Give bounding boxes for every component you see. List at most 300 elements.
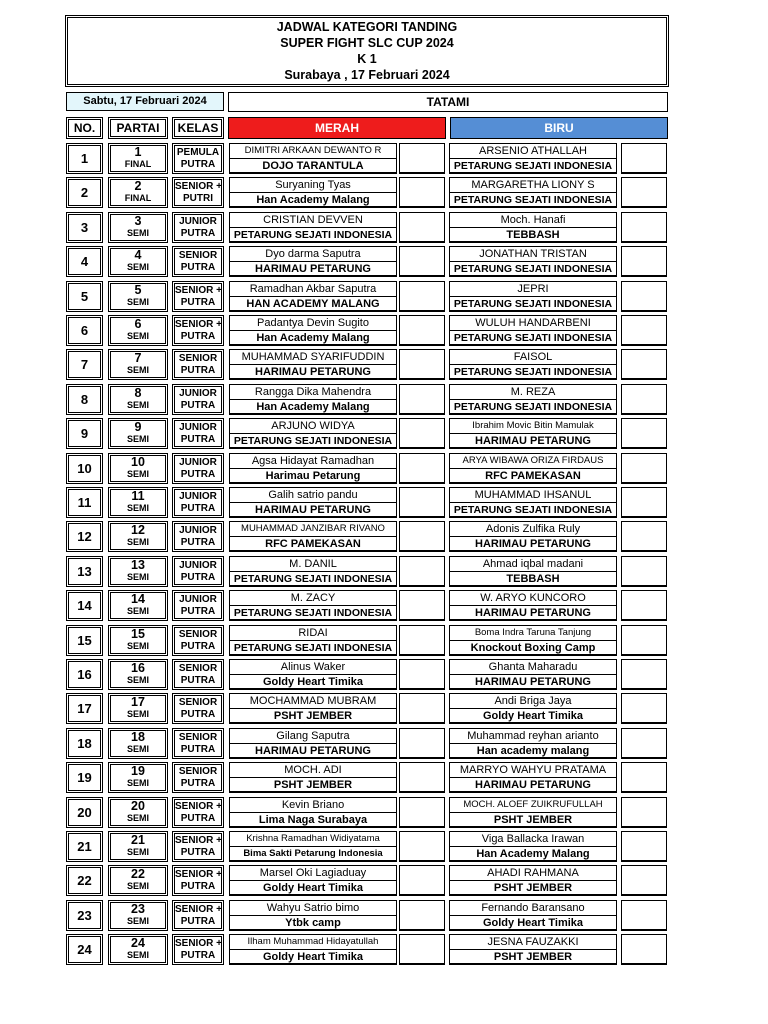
red-corner-fighter xyxy=(229,143,397,174)
kelas-level: SENIOR + xyxy=(175,869,222,880)
partai-stage: SEMI xyxy=(126,916,149,926)
red-fighter-name: Padantya Devin Sugito xyxy=(229,315,397,330)
partai-number: 10 xyxy=(131,455,145,469)
kelas-cell xyxy=(172,693,224,724)
kelas-cell xyxy=(172,831,224,862)
kelas-cell xyxy=(172,728,224,759)
red-corner-fighter xyxy=(229,762,397,793)
match-number: 2 xyxy=(66,177,103,208)
partai-stage: FINAL xyxy=(124,159,152,169)
blue-fighter-club: PETARUNG SEJATI INDONESIA xyxy=(449,296,617,312)
kelas-gender: PUTRA xyxy=(180,606,216,617)
blue-corner-fighter xyxy=(449,177,617,208)
partai-stage: FINAL xyxy=(124,193,152,203)
kelas-gender: PUTRA xyxy=(180,709,216,720)
red-fighter-name: Agsa Hidayat Ramadhan xyxy=(229,453,397,468)
partai-stage: SEMI xyxy=(126,744,149,754)
red-score-box[interactable] xyxy=(399,762,445,793)
partai-number: 2 xyxy=(134,179,142,193)
blue-fighter-name: M. REZA xyxy=(449,384,617,399)
blue-fighter-name: Muhammad reyhan arianto xyxy=(449,728,617,743)
blue-score-box[interactable] xyxy=(621,900,667,931)
blue-fighter-name: ARSENIO ATHALLAH xyxy=(449,143,617,158)
red-score-box[interactable] xyxy=(399,590,445,621)
blue-corner-fighter xyxy=(449,693,617,724)
red-fighter-name: MUHAMMAD SYARIFUDDIN xyxy=(229,349,397,364)
kelas-gender: PUTRA xyxy=(180,744,216,755)
red-fighter-club: HARIMAU PETARUNG xyxy=(229,743,397,759)
red-fighter-club: HARIMAU PETARUNG xyxy=(229,261,397,277)
partai-cell xyxy=(108,762,168,793)
blue-score-box[interactable] xyxy=(621,590,667,621)
blue-fighter-name: JESNA FAUZAKKI xyxy=(449,934,617,949)
partai-cell xyxy=(108,693,168,724)
red-score-box[interactable] xyxy=(399,212,445,243)
table-row xyxy=(0,384,768,417)
kelas-cell xyxy=(172,212,224,243)
blue-fighter-name: W. ARYO KUNCORO xyxy=(449,590,617,605)
partai-stage: SEMI xyxy=(126,813,149,823)
kelas-cell xyxy=(172,281,224,312)
red-fighter-club: Goldy Heart Timika xyxy=(229,674,397,690)
partai-cell xyxy=(108,934,168,965)
partai-number: 19 xyxy=(131,764,145,778)
blue-fighter-name: Adonis Zulfika Ruly xyxy=(449,521,617,536)
table-row xyxy=(0,281,768,314)
kelas-cell xyxy=(172,349,224,380)
blue-score-box[interactable] xyxy=(621,762,667,793)
kelas-level: SENIOR + xyxy=(175,801,222,812)
red-score-box[interactable] xyxy=(399,521,445,552)
match-number: 18 xyxy=(66,728,103,759)
red-score-box[interactable] xyxy=(399,487,445,518)
blue-corner-fighter xyxy=(449,590,617,621)
red-corner-fighter xyxy=(229,418,397,449)
kelas-gender: PUTRA xyxy=(180,400,216,411)
red-fighter-club: Lima Naga Surabaya xyxy=(229,812,397,828)
kelas-cell xyxy=(172,625,224,656)
kelas-gender: PUTRA xyxy=(180,262,216,273)
blue-score-box[interactable] xyxy=(621,521,667,552)
red-score-box[interactable] xyxy=(399,934,445,965)
kelas-cell xyxy=(172,659,224,690)
kelas-gender: PUTRA xyxy=(180,297,216,308)
red-fighter-name: Kevin Briano xyxy=(229,797,397,812)
blue-score-box[interactable] xyxy=(621,625,667,656)
match-number: 1 xyxy=(66,143,103,174)
blue-corner-fighter xyxy=(449,659,617,690)
partai-stage: SEMI xyxy=(126,778,149,788)
table-row xyxy=(0,625,768,658)
partai-stage: SEMI xyxy=(126,434,149,444)
red-score-box[interactable] xyxy=(399,625,445,656)
red-score-box[interactable] xyxy=(399,281,445,312)
partai-number: 16 xyxy=(131,661,145,675)
table-row xyxy=(0,556,768,589)
blue-score-box[interactable] xyxy=(621,177,667,208)
blue-score-box[interactable] xyxy=(621,487,667,518)
blue-fighter-club: PETARUNG SEJATI INDONESIA xyxy=(449,158,617,174)
table-row xyxy=(0,246,768,279)
kelas-cell xyxy=(172,487,224,518)
blue-fighter-name: Fernando Baransano xyxy=(449,900,617,915)
kelas-cell xyxy=(172,797,224,828)
red-score-box[interactable] xyxy=(399,728,445,759)
kelas-cell xyxy=(172,384,224,415)
partai-cell xyxy=(108,349,168,380)
kelas-gender: PUTRA xyxy=(180,916,216,927)
red-fighter-club: PETARUNG SEJATI INDONESIA xyxy=(229,433,397,449)
kelas-level: SENIOR + xyxy=(175,835,222,846)
red-fighter-name: DIMITRI ARKAAN DEWANTO R xyxy=(229,143,397,158)
kelas-cell xyxy=(172,453,224,484)
kelas-level: SENIOR xyxy=(178,663,218,674)
table-row xyxy=(0,349,768,382)
table-row xyxy=(0,315,768,348)
kelas-gender: PUTRA xyxy=(180,331,216,342)
table-row xyxy=(0,487,768,520)
partai-number: 8 xyxy=(134,386,142,400)
table-row xyxy=(0,831,768,864)
blue-corner-fighter xyxy=(449,453,617,484)
partai-stage: SEMI xyxy=(126,675,149,685)
table-row xyxy=(0,865,768,898)
table-row xyxy=(0,659,768,692)
partai-number: 23 xyxy=(131,902,145,916)
blue-score-box[interactable] xyxy=(621,556,667,587)
partai-number: 11 xyxy=(131,489,145,503)
kelas-cell xyxy=(172,246,224,277)
blue-fighter-club: RFC PAMEKASAN xyxy=(449,468,617,484)
red-corner-fighter xyxy=(229,349,397,380)
blue-fighter-name: JONATHAN TRISTAN xyxy=(449,246,617,261)
red-corner-fighter xyxy=(229,315,397,346)
red-corner-fighter xyxy=(229,177,397,208)
match-number: 22 xyxy=(66,865,103,896)
partai-cell xyxy=(108,797,168,828)
partai-cell xyxy=(108,384,168,415)
red-score-box[interactable] xyxy=(399,143,445,174)
blue-corner-fighter xyxy=(449,625,617,656)
partai-stage: SEMI xyxy=(126,469,149,479)
red-fighter-club: PETARUNG SEJATI INDONESIA xyxy=(229,227,397,243)
red-score-box[interactable] xyxy=(399,831,445,862)
kelas-level: SENIOR xyxy=(178,250,218,261)
blue-fighter-name: JEPRI xyxy=(449,281,617,296)
partai-number: 1 xyxy=(134,145,142,159)
blue-fighter-name: Viga Ballacka Irawan xyxy=(449,831,617,846)
red-corner-fighter xyxy=(229,590,397,621)
kelas-level: JUNIOR xyxy=(179,388,217,399)
blue-corner-fighter xyxy=(449,797,617,828)
partai-cell xyxy=(108,281,168,312)
blue-fighter-name: Ahmad iqbal madani xyxy=(449,556,617,571)
blue-score-box[interactable] xyxy=(621,934,667,965)
partai-cell xyxy=(108,728,168,759)
blue-score-box[interactable] xyxy=(621,384,667,415)
kelas-cell xyxy=(172,418,224,449)
red-score-box[interactable] xyxy=(399,315,445,346)
match-number: 3 xyxy=(66,212,103,243)
kelas-gender: PUTRA xyxy=(180,469,216,480)
red-corner-fighter xyxy=(229,281,397,312)
partai-cell xyxy=(108,418,168,449)
partai-stage: SEMI xyxy=(126,400,149,410)
red-corner-fighter xyxy=(229,384,397,415)
kelas-gender: PUTRA xyxy=(180,778,216,789)
blue-fighter-name: AHADI RAHMANA xyxy=(449,865,617,880)
blue-corner-fighter xyxy=(449,246,617,277)
partai-stage: SEMI xyxy=(126,331,149,341)
red-score-box[interactable] xyxy=(399,900,445,931)
kelas-gender: PUTRA xyxy=(180,228,216,239)
match-number: 8 xyxy=(66,384,103,415)
red-score-box[interactable] xyxy=(399,177,445,208)
table-row xyxy=(0,728,768,761)
kelas-level: JUNIOR xyxy=(179,525,217,536)
red-corner-fighter xyxy=(229,453,397,484)
blue-corner-fighter xyxy=(449,384,617,415)
column-header-biru: BIRU xyxy=(450,117,668,139)
red-fighter-name: Wahyu Satrio bimo xyxy=(229,900,397,915)
blue-corner-fighter xyxy=(449,418,617,449)
red-corner-fighter xyxy=(229,659,397,690)
match-number: 20 xyxy=(66,797,103,828)
blue-fighter-name: MARGARETHA LIONY S xyxy=(449,177,617,192)
kelas-level: SENIOR + xyxy=(175,938,222,949)
partai-stage: SEMI xyxy=(126,709,149,719)
partai-cell xyxy=(108,900,168,931)
partai-cell xyxy=(108,556,168,587)
partai-number: 3 xyxy=(134,214,142,228)
partai-number: 22 xyxy=(131,867,145,881)
blue-corner-fighter xyxy=(449,212,617,243)
blue-fighter-club: PETARUNG SEJATI INDONESIA xyxy=(449,261,617,277)
red-fighter-name: M. ZACY xyxy=(229,590,397,605)
blue-score-box[interactable] xyxy=(621,659,667,690)
match-number: 19 xyxy=(66,762,103,793)
blue-fighter-club: Goldy Heart Timika xyxy=(449,708,617,724)
table-row xyxy=(0,418,768,451)
red-fighter-name: MOCH. ADI xyxy=(229,762,397,777)
kelas-cell xyxy=(172,143,224,174)
red-corner-fighter xyxy=(229,831,397,862)
blue-fighter-club: Knockout Boxing Camp xyxy=(449,640,617,656)
kelas-gender: PUTRA xyxy=(180,641,216,652)
red-score-box[interactable] xyxy=(399,556,445,587)
blue-corner-fighter xyxy=(449,900,617,931)
blue-fighter-name: Ghanta Maharadu xyxy=(449,659,617,674)
partai-number: 12 xyxy=(131,523,145,537)
partai-stage: SEMI xyxy=(126,503,149,513)
partai-stage: SEMI xyxy=(126,365,149,375)
tatami-label: TATAMI xyxy=(228,92,668,112)
kelas-gender: PUTRA xyxy=(180,159,216,170)
column-header-partai: PARTAI xyxy=(108,117,168,139)
red-fighter-name: ARJUNO WIDYA xyxy=(229,418,397,433)
kelas-cell xyxy=(172,590,224,621)
kelas-gender: PUTRA xyxy=(180,675,216,686)
blue-fighter-club: Han Academy Malang xyxy=(449,846,617,862)
red-corner-fighter xyxy=(229,797,397,828)
column-header-no: NO. xyxy=(66,117,103,139)
blue-score-box[interactable] xyxy=(621,831,667,862)
blue-corner-fighter xyxy=(449,315,617,346)
red-score-box[interactable] xyxy=(399,453,445,484)
blue-fighter-club: PSHT JEMBER xyxy=(449,812,617,828)
partai-number: 17 xyxy=(131,695,145,709)
match-number: 11 xyxy=(66,487,103,518)
partai-number: 20 xyxy=(131,799,145,813)
red-fighter-club: Han Academy Malang xyxy=(229,192,397,208)
partai-cell xyxy=(108,659,168,690)
red-fighter-name: Rangga Dika Mahendra xyxy=(229,384,397,399)
red-fighter-club: PSHT JEMBER xyxy=(229,708,397,724)
blue-fighter-name: WULUH HANDARBENI xyxy=(449,315,617,330)
red-fighter-club: HAN ACADEMY MALANG xyxy=(229,296,397,312)
match-number: 10 xyxy=(66,453,103,484)
kelas-level: SENIOR + xyxy=(175,285,222,296)
blue-score-box[interactable] xyxy=(621,728,667,759)
blue-score-box[interactable] xyxy=(621,212,667,243)
blue-score-box[interactable] xyxy=(621,246,667,277)
date-label: Sabtu, 17 Februari 2024 xyxy=(66,92,224,111)
partai-number: 13 xyxy=(131,558,145,572)
kelas-gender: PUTRA xyxy=(180,813,216,824)
blue-fighter-club: PETARUNG SEJATI INDONESIA xyxy=(449,502,617,518)
kelas-gender: PUTRA xyxy=(180,434,216,445)
blue-corner-fighter xyxy=(449,281,617,312)
blue-fighter-name: Ibrahim Movic Bitin Mamulak xyxy=(449,418,617,433)
blue-score-box[interactable] xyxy=(621,281,667,312)
partai-number: 6 xyxy=(134,317,142,331)
schedule-header xyxy=(65,15,669,87)
match-number: 24 xyxy=(66,934,103,965)
partai-stage: SEMI xyxy=(126,641,149,651)
kelas-cell xyxy=(172,934,224,965)
blue-corner-fighter xyxy=(449,728,617,759)
red-fighter-club: Goldy Heart Timika xyxy=(229,949,397,965)
red-fighter-name: RIDAI xyxy=(229,625,397,640)
red-fighter-club: PSHT JEMBER xyxy=(229,777,397,793)
kelas-level: PEMULA xyxy=(176,147,220,158)
blue-score-box[interactable] xyxy=(621,797,667,828)
blue-corner-fighter xyxy=(449,487,617,518)
partai-stage: SEMI xyxy=(126,537,149,547)
kelas-level: SENIOR xyxy=(178,697,218,708)
red-fighter-club: Bima Sakti Petarung Indonesia xyxy=(229,846,397,862)
kelas-gender: PUTRI xyxy=(183,193,213,204)
blue-score-box[interactable] xyxy=(621,143,667,174)
blue-fighter-club: HARIMAU PETARUNG xyxy=(449,433,617,449)
header-event: SUPER FIGHT SLC CUP 2024 xyxy=(280,36,454,50)
match-number: 16 xyxy=(66,659,103,690)
red-score-box[interactable] xyxy=(399,797,445,828)
red-score-box[interactable] xyxy=(399,693,445,724)
red-fighter-club: HARIMAU PETARUNG xyxy=(229,364,397,380)
blue-fighter-club: PETARUNG SEJATI INDONESIA xyxy=(449,399,617,415)
red-fighter-name: Krishna Ramadhan Widiyatama xyxy=(229,831,397,846)
red-corner-fighter xyxy=(229,246,397,277)
match-number: 23 xyxy=(66,900,103,931)
kelas-level: SENIOR xyxy=(178,629,218,640)
match-number: 5 xyxy=(66,281,103,312)
red-score-box[interactable] xyxy=(399,659,445,690)
red-corner-fighter xyxy=(229,728,397,759)
partai-cell xyxy=(108,177,168,208)
blue-fighter-club: PSHT JEMBER xyxy=(449,880,617,896)
match-number: 6 xyxy=(66,315,103,346)
red-score-box[interactable] xyxy=(399,246,445,277)
blue-score-box[interactable] xyxy=(621,865,667,896)
blue-fighter-club: PETARUNG SEJATI INDONESIA xyxy=(449,330,617,346)
partai-number: 7 xyxy=(134,351,142,365)
blue-corner-fighter xyxy=(449,865,617,896)
kelas-level: JUNIOR xyxy=(179,594,217,605)
red-fighter-name: Galih satrio pandu xyxy=(229,487,397,502)
table-row xyxy=(0,453,768,486)
kelas-level: SENIOR xyxy=(178,353,218,364)
red-fighter-name: Gilang Saputra xyxy=(229,728,397,743)
kelas-gender: PUTRA xyxy=(180,572,216,583)
red-fighter-name: Dyo darma Saputra xyxy=(229,246,397,261)
kelas-gender: PUTRA xyxy=(180,950,216,961)
kelas-level: JUNIOR xyxy=(179,457,217,468)
blue-score-box[interactable] xyxy=(621,453,667,484)
kelas-cell xyxy=(172,521,224,552)
red-fighter-name: MUHAMMAD JANZIBAR RIVANO xyxy=(229,521,397,536)
red-corner-fighter xyxy=(229,865,397,896)
partai-number: 24 xyxy=(131,936,145,950)
blue-corner-fighter xyxy=(449,143,617,174)
partai-cell xyxy=(108,865,168,896)
table-row xyxy=(0,934,768,967)
partai-stage: SEMI xyxy=(126,228,149,238)
red-score-box[interactable] xyxy=(399,418,445,449)
red-corner-fighter xyxy=(229,900,397,931)
red-score-box[interactable] xyxy=(399,865,445,896)
blue-fighter-name: Andi Briga Jaya xyxy=(449,693,617,708)
red-fighter-club: Harimau Petarung xyxy=(229,468,397,484)
red-fighter-club: Han Academy Malang xyxy=(229,330,397,346)
red-corner-fighter xyxy=(229,556,397,587)
blue-score-box[interactable] xyxy=(621,315,667,346)
red-score-box[interactable] xyxy=(399,384,445,415)
blue-fighter-club: PETARUNG SEJATI INDONESIA xyxy=(449,192,617,208)
red-fighter-name: CRISTIAN DEVVEN xyxy=(229,212,397,227)
blue-fighter-club: HARIMAU PETARUNG xyxy=(449,536,617,552)
blue-corner-fighter xyxy=(449,934,617,965)
kelas-level: SENIOR + xyxy=(175,181,222,192)
partai-stage: SEMI xyxy=(126,262,149,272)
red-score-box[interactable] xyxy=(399,349,445,380)
match-number: 4 xyxy=(66,246,103,277)
blue-score-box[interactable] xyxy=(621,693,667,724)
blue-fighter-club: PETARUNG SEJATI INDONESIA xyxy=(449,364,617,380)
red-fighter-club: Han Academy Malang xyxy=(229,399,397,415)
partai-stage: SEMI xyxy=(126,881,149,891)
blue-score-box[interactable] xyxy=(621,349,667,380)
blue-score-box[interactable] xyxy=(621,418,667,449)
table-row xyxy=(0,900,768,933)
blue-fighter-club: HARIMAU PETARUNG xyxy=(449,777,617,793)
kelas-level: JUNIOR xyxy=(179,491,217,502)
kelas-level: JUNIOR xyxy=(179,422,217,433)
partai-stage: SEMI xyxy=(126,572,149,582)
kelas-level: SENIOR xyxy=(178,732,218,743)
table-row xyxy=(0,143,768,176)
table-row xyxy=(0,590,768,623)
